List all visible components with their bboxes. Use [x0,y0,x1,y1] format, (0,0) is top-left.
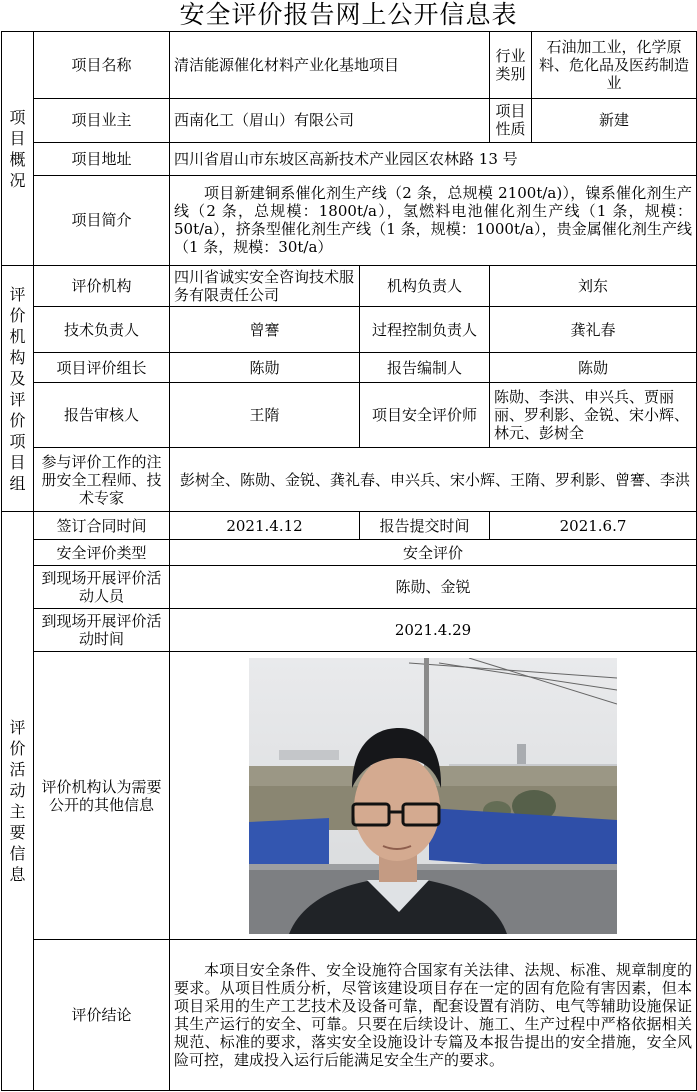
onsite-time-value: 2021.4.29 [170,608,697,651]
conclusion-label: 评价结论 [34,940,170,1091]
owner-label: 项目业主 [34,99,170,142]
site-photo [249,658,617,934]
industry-label: 行业类别 [490,32,532,99]
tech-value: 曾謇 [170,307,360,353]
reviewer-label: 报告审核人 [34,382,170,447]
other-info-cell [170,651,697,939]
section-activities: 评价活动主要信息 [2,512,34,1091]
leader-value: 陈勋 [170,353,360,382]
nature-value: 新建 [532,99,697,142]
assessors-label: 项目安全评价师 [360,382,490,447]
contract-label: 签订合同时间 [34,512,170,540]
nature-label: 项目性质 [490,99,532,142]
other-info-label: 评价机构认为需要公开的其他信息 [34,651,170,939]
reviewer-value: 王隋 [170,382,360,447]
head-label: 机构负责人 [360,266,490,307]
project-name: 清洁能源催化材料产业化基地项目 [170,32,490,99]
submit-label: 报告提交时间 [360,512,490,540]
conclusion-value: 本项目安全条件、安全设施符合国家有关法律、法规、标准、规章制度的要求。从项目性质分析，尽管该建设项目存在一定的固有危险有害因素，但本项目采用的生产工艺技术及设备可靠，配套设置有消防、电气等辅助设施保证其生产运行的安全、可靠。只要在后续设计、施工、生产过程中严格依据相关规范、标准的要求，落实安全设施设计专篇及本报告提出的安全措施，安全风险可控，建成投入运行后能满足安全生产的要求。 [170,940,697,1091]
address-value: 四川省眉山市东坡区高新技术产业园区农林路 13 号 [170,142,697,175]
assessors-value: 陈勋、李洪、申兴兵、贾丽丽、罗利影、金锐、宋小辉、林元、彭树全 [490,382,697,447]
process-label: 过程控制负责人 [360,307,490,353]
org-label: 评价机构 [34,266,170,307]
writer-value: 陈勋 [490,353,697,382]
address-label: 项目地址 [34,142,170,175]
onsite-time-label: 到现场开展评价活动时间 [34,608,170,651]
tech-label: 技术负责人 [34,307,170,353]
writer-label: 报告编制人 [360,353,490,382]
leader-label: 项目评价组长 [34,353,170,382]
summary-label: 项目简介 [34,175,170,265]
section-overview: 项目概况 [2,32,34,266]
owner-value: 西南化工（眉山）有限公司 [170,99,490,142]
engineers-value: 彭树全、陈勋、金锐、龚礼春、申兴兵、宋小辉、王隋、罗利影、曾謇、李洪 [170,447,697,511]
type-value: 安全评价 [170,540,697,566]
page-title: 安全评价报告网上公开信息表 [179,0,518,29]
org-value: 四川省诚实安全咨询技术服务有限责任公司 [170,266,360,307]
summary-value: 项目新建铜系催化剂生产线（2 条，总规模 2100t/a)），镍系催化剂生产线（2 条，总规模：1800t/a），氢燃料电池催化剂生产线（1 条，规模：50t/a），挤条型催化剂生产线（1 条，规模：1000t/a），贵金属催化剂生产线（1 条，规模：30t/a） [170,175,697,265]
info-table [1,31,697,1091]
process-value: 龚礼春 [490,307,697,353]
type-label: 安全评价类型 [34,540,170,566]
submit-value: 2021.6.7 [490,512,697,540]
engineers-label: 参与评价工作的注册安全工程师、技术专家 [34,447,170,511]
onsite-people-label: 到现场开展评价活动人员 [34,566,170,608]
onsite-people-value: 陈勋、金锐 [170,566,697,608]
head-value: 刘东 [490,266,697,307]
contract-value: 2021.4.12 [170,512,360,540]
industry-value: 石油加工业，化学原料、危化品及医药制造业 [532,32,697,99]
project-name-label: 项目名称 [34,32,170,99]
section-agency: 评价机构及评价项目组 [2,266,34,512]
